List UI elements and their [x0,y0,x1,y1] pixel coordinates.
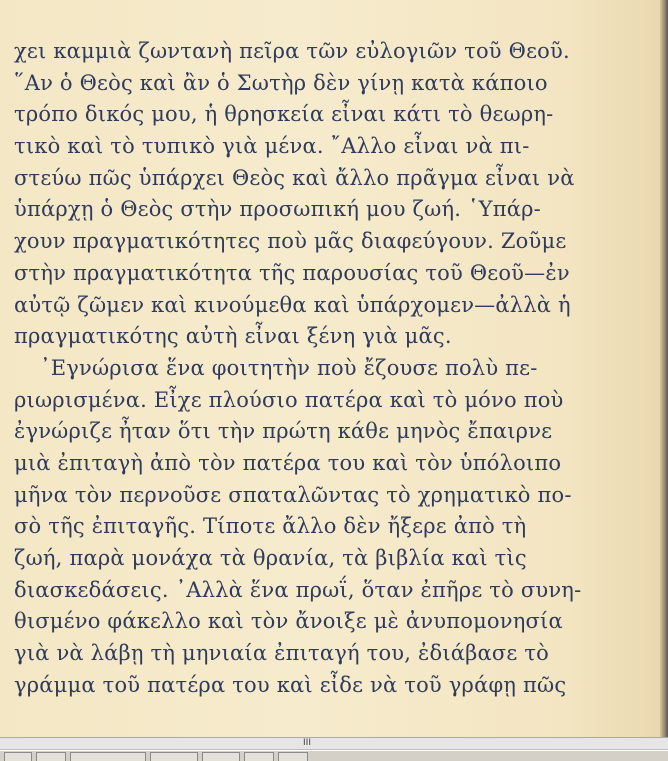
text-line: αὐτῷ ζῶμεν καὶ κινούμεθα καὶ ὑπάρχομεν—ἀλλὰ ἡ [14,292,571,317]
text-line: γιὰ νὰ λάβῃ τὴ μηνιαία ἐπιταγή του, ἐδιάβασε τὸ [14,641,550,666]
text-line: χουν πραγματικότητες ποὺ μᾶς διαφεύγουν. Ζοῦμε [14,229,567,254]
text-line: στὴν πραγματικότητα τῆς παρουσίας τοῦ Θεοῦ—ἐν [14,260,570,285]
text-line: ἐγνώριζε ἦταν ὅτι τὴν πρώτη κάθε μηνὸς ἔπαιρνε [14,419,553,444]
text-line: μῆνα τὸν περνοῦσε σπαταλῶντας τὸ χρηματικὸ πο- [14,482,572,507]
page-edge-shadow [660,0,668,737]
scrollbar-grip-icon[interactable]: III [303,738,311,748]
text-line: ζωή, παρὰ μονάχα τὰ θρανία, τὰ βιβλία καὶ τὶς [14,546,527,570]
text-line: γράμμα τοῦ πατέρα του καὶ εἶδε νὰ τοῦ γράφῃ πῶς [14,672,567,697]
text-line: τικὸ καὶ τὸ τυπικὸ γιὰ μένα. ῎Αλλο εἶναι νὰ πι- [14,134,530,159]
text-line: μιὰ ἐπιταγὴ ἀπὸ τὸν πατέρα του καὶ τὸν ὑπόλοιπο [14,450,562,475]
taskbar [0,750,668,761]
text-line: τρόπο δικός μου, ἡ θρησκεία εἶναι κάτι τὸ θεωρη- [14,102,554,127]
text-line: στεύω πῶς ὑπάρχει Θεὸς καὶ ἄλλο πρᾶγμα εἶναι νὰ [14,165,575,190]
text-line: διασκεδάσεις. ᾿Αλλὰ ἕνα πρωΐ, ὅταν ἐπῆρε τὸ συνη- [14,577,582,602]
text-line: ῞Αν ὁ Θεὸς καὶ ἂν ὁ Σωτὴρ δὲν γίνῃ κατὰ κάποιο [14,70,548,95]
text-line: θισμένο φάκελλο καὶ τὸν ἄνοιξε μὲ ἀνυπομονησία [14,609,563,634]
horizontal-scrollbar[interactable] [0,737,668,750]
text-line: πραγματικότης αὐτὴ εἶναι ξένη γιὰ μᾶς. [14,324,452,349]
text-line: ριωρισμένα. Εἶχε πλούσιο πατέρα καὶ τὸ μόνο ποὺ [14,387,564,412]
text-line: σὸ τῆς ἐπιταγῆς. Τίποτε ἄλλο δὲν ἤξερε ἀπὸ τὴ [14,514,527,539]
page-text [14,36,594,701]
text-line: χει καμμιὰ ζωντανὴ πεῖρα τῶν εὐλογιῶν τοῦ Θεοῦ. [14,39,570,63]
paragraph-start-line: ᾿Εγνώρισα ἕνα φοιτητὴν ποὺ ἔζουσε πολὺ πε- [40,355,538,380]
text-line: ὑπάρχῃ ὁ Θεὸς στὴν προσωπική μου ζωή. ῾Υπάρ- [14,197,541,222]
